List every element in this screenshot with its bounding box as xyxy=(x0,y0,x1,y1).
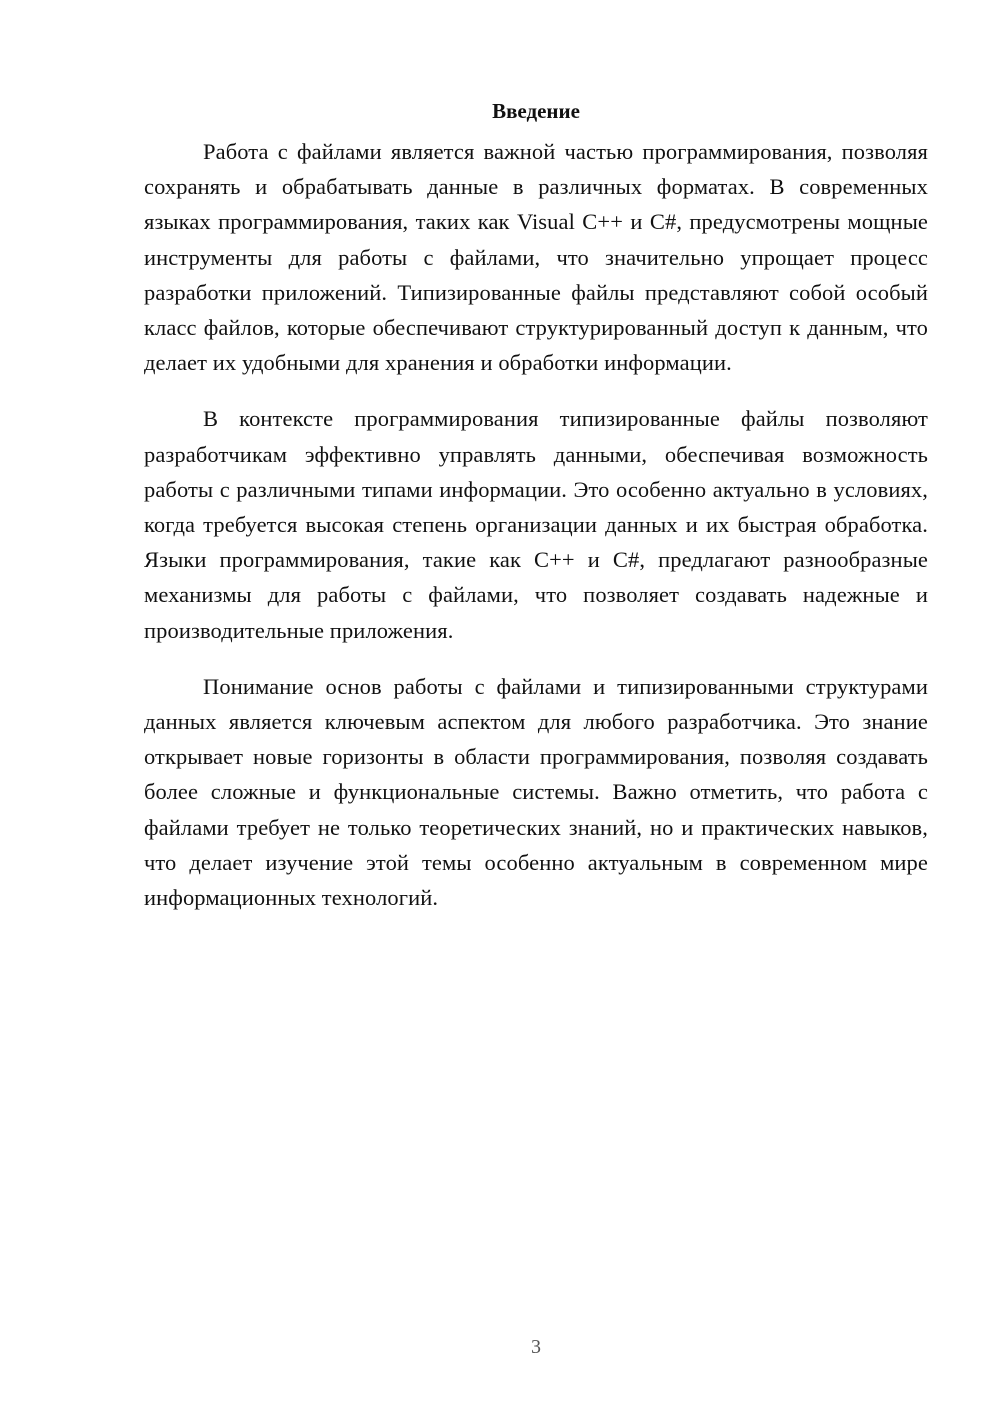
page-content xyxy=(144,96,928,915)
section-title: Введение xyxy=(492,99,580,123)
page-number: 3 xyxy=(531,1336,541,1358)
paragraph-1: Работа с файлами является важной частью программирования, позволяя сохранять и обрабатывать данные в различных форматах. В современных языках программирования, таких как Visual C++ и C#, предусмотрены мощные инструменты для работы с файлами, что значительно упрощает процесс разработки приложений. Типизированные файлы представляют собой особый класс файлов, которые обеспечивают структурированный доступ к данным, что делает их удобными для хранения и обработки информации. xyxy=(144,139,928,376)
paragraph-3: Понимание основ работы с файлами и типизированными структурами данных является ключевым аспектом для любого разработчика. Это знание открывает новые горизонты в области программирования, позволяя создавать более сложные и функциональные системы. Важно отметить, что работа с файлами требует не только теоретических знаний, но и практических навыков, что делает изучение этой темы особенно актуальным в современном мире информационных технологий. xyxy=(144,673,928,911)
paragraph-2: В контексте программирования типизированные файлы позволяют разработчикам эффективно управлять данными, обеспечивая возможность работы с различными типами информации. Это особенно актуально в условиях, когда требуется высокая степень организации данных и их быстрая обработка. Языки программирования, такие как C++ и C#, предлагают разнообразные механизмы для работы с файлами, что позволяет создавать надежные и производительные приложения. xyxy=(144,406,928,643)
